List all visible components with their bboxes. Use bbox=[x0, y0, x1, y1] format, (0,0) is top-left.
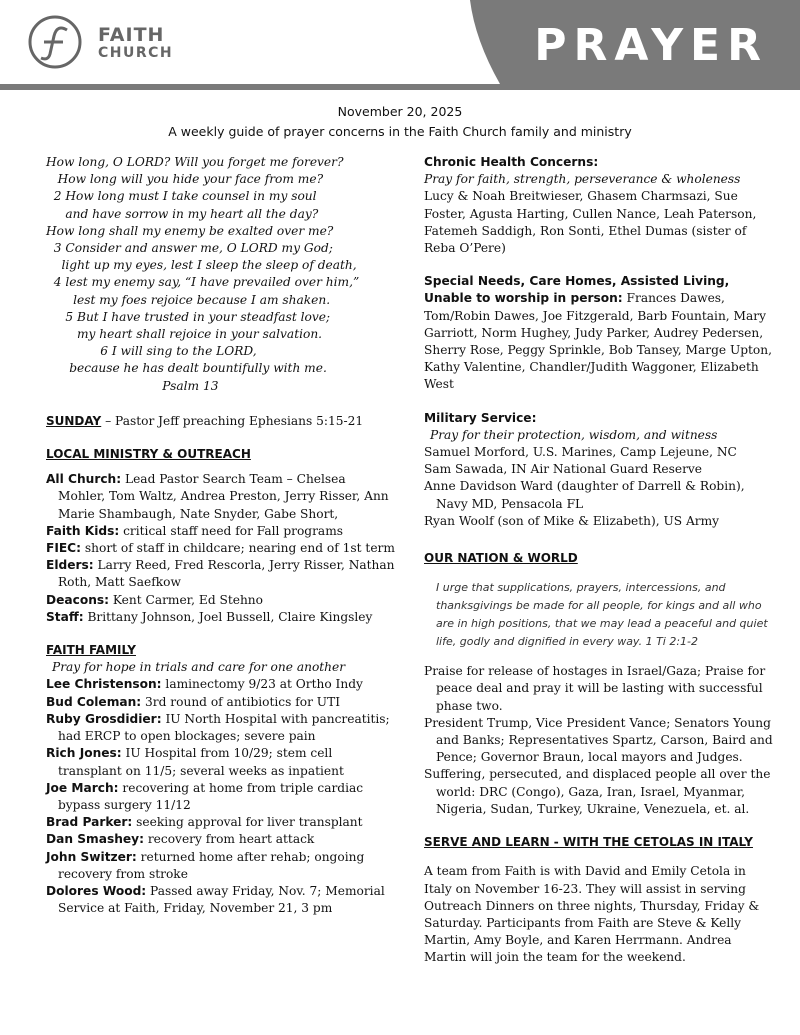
list-item bbox=[46, 471, 396, 523]
serve-learn-text: A team from Faith is with David and Emily Cetola in Italy on November 16-23. They will assist in serving Outreach Dinners on three nights, Thursday, Friday & Saturday. Participants from Faith are Steve & Kelly Martin, Amy Boyle, and Karen Herrmann. Andrea Martin will join the team for the weekend. bbox=[424, 864, 760, 965]
item-label: John Switzer: bbox=[46, 849, 137, 864]
psalm-line: lest my foes rejoice because I am shaken. bbox=[46, 292, 331, 307]
item-label: Ruby Grosdidier: bbox=[46, 711, 162, 726]
item-label: Rich Jones: bbox=[46, 746, 122, 761]
sunday-label: SUNDAY bbox=[46, 413, 102, 428]
military-heading: Military Service: bbox=[424, 410, 537, 425]
item-text: returned home after rehab; ongoing recovery from stroke bbox=[58, 849, 365, 881]
special-names: Frances Dawes, Tom/Robin Dawes, Joe Fitzgerald, Barb Fountain, Mary Garriott, Norm Hughey, Judy Parker, Audrey Pedersen, Sherry Rose, Peggy Sprinkle, Bob Tansey, Marge Upton, Kathy Valentine, Chandler/Judith Waggoner, Elizabeth West bbox=[424, 291, 772, 392]
list-item bbox=[46, 557, 396, 591]
item-text: short of staff in childcare; nearing end of 1st term bbox=[81, 541, 395, 556]
psalm-line: How long will you hide your face from me? bbox=[46, 172, 324, 187]
item-text: IU Hospital from 10/29; stem cell transplant on 11/5; several weeks as inpatient bbox=[58, 746, 344, 778]
page-title: PRAYER bbox=[534, 20, 768, 71]
psalm-line: How long, O LORD? Will you forget me forever? bbox=[46, 155, 344, 169]
list-item bbox=[46, 676, 396, 693]
scripture-verse: I urge that supplications, prayers, intercessions, and thanksgivings be made for all people, for kings and all who are in high positions, that we may lead a peaceful and quiet life, godly and dignified in every way. 1 Ti 2:1-2 bbox=[436, 581, 768, 649]
item-label: FIEC: bbox=[46, 541, 82, 556]
item-text: 3rd round of antibiotics for UTI bbox=[141, 694, 341, 709]
psalm-passage bbox=[46, 154, 396, 395]
list-item bbox=[46, 592, 396, 609]
psalm-line: 3 Consider and answer me, O LORD my God; bbox=[46, 241, 333, 256]
list-item: Sam Sawada, IN Air National Guard Reserve bbox=[424, 462, 703, 477]
item-text: laminectomy 9/23 at Ortho Indy bbox=[161, 677, 363, 692]
list-item: Ryan Woolf (son of Mike & Elizabeth), US Army bbox=[424, 513, 720, 528]
faith-family-heading: FAITH FAMILY bbox=[46, 643, 136, 658]
church-logo-icon bbox=[27, 14, 83, 70]
item-label: Joe March: bbox=[46, 780, 119, 795]
psalm-line: and have sorrow in my heart all the day? bbox=[46, 206, 319, 221]
psalm-line: How long shall my enemy be exalted over me? bbox=[46, 223, 334, 238]
serve-learn-heading: SERVE AND LEARN - WITH THE CETOLAS IN ITALY bbox=[424, 835, 753, 850]
psalm-line: because he has dealt bountifully with me. bbox=[46, 361, 327, 376]
list-item: Praise for release of hostages in Israel/Gaza; Praise for peace deal and pray it will be lasting with successful phase two. bbox=[424, 664, 766, 713]
list-item bbox=[46, 883, 396, 917]
local-ministry-heading: LOCAL MINISTRY & OUTREACH bbox=[46, 447, 251, 462]
item-text: IU North Hospital with pancreatitis; had ERCP to open blockages; severe pain bbox=[58, 711, 390, 744]
item-text: Brittany Johnson, Joel Bussell, Claire Kingsley bbox=[83, 609, 373, 624]
psalm-line: 2 How long must I take counsel in my soul bbox=[46, 189, 317, 204]
item-label: Bud Coleman: bbox=[46, 694, 142, 709]
item-text: critical staff need for Fall programs bbox=[119, 523, 344, 538]
logo-wordmark bbox=[98, 26, 173, 62]
item-label: Faith Kids: bbox=[46, 523, 120, 538]
item-text: recovering at home from triple cardiac bypass surgery 11/12 bbox=[58, 780, 364, 812]
item-text: seeking approval for liver transplant bbox=[132, 815, 363, 830]
item-label: Brad Parker: bbox=[46, 815, 133, 830]
psalm-line: my heart shall rejoice in your salvation. bbox=[46, 327, 323, 342]
psalm-line: 6 I will sing to the LORD, bbox=[46, 344, 257, 359]
item-label: Dan Smashey: bbox=[46, 832, 144, 847]
special-needs bbox=[424, 273, 774, 393]
subtitle: A weekly guide of prayer concerns in the Faith Church family and ministry bbox=[168, 124, 632, 139]
item-label: Dolores Wood: bbox=[46, 883, 147, 898]
item-label: Staff: bbox=[46, 609, 84, 624]
item-label: Elders: bbox=[46, 558, 94, 573]
item-label: Deacons: bbox=[46, 592, 110, 607]
sunday-note bbox=[46, 413, 396, 430]
military-intro: Pray for their protection, wisdom, and witness bbox=[430, 427, 718, 442]
item-text: Passed away Friday, Nov. 7; Memorial Service at Faith, Friday, November 21, 3 pm bbox=[58, 883, 385, 916]
item-text: recovery from heart attack bbox=[143, 832, 315, 847]
list-item bbox=[46, 540, 396, 557]
date: November 20, 2025 bbox=[337, 104, 463, 119]
list-item: Suffering, persecuted, and displaced people all over the world: DRC (Congo), Gaza, Iran, Israel, Myanmar, Nigeria, Sudan, Turkey, Ukraine, Venezuela, et. al. bbox=[424, 767, 771, 816]
logo-line2: CHURCH bbox=[98, 45, 174, 61]
list-item bbox=[46, 780, 396, 814]
sunday-text: – Pastor Jeff preaching Ephesians 5:15-21 bbox=[101, 413, 364, 428]
item-text: Kent Carmer, Ed Stehno bbox=[109, 592, 263, 607]
list-item bbox=[46, 831, 396, 848]
faith-family-intro: Pray for hope in trials and care for one another bbox=[52, 660, 346, 675]
list-item bbox=[46, 523, 396, 540]
page-meta bbox=[0, 102, 800, 142]
psalm-line: 5 But I have trusted in your steadfast love; bbox=[46, 309, 331, 324]
chronic-intro: Pray for faith, strength, perseverance & wholeness bbox=[424, 172, 741, 187]
list-item: President Trump, Vice President Vance; Senators Young and Banks; Representatives Spartz, Carson, Baird and Pence; Governor Braun, local mayors and Judges. bbox=[424, 715, 773, 765]
psalm-reference: Psalm 13 bbox=[46, 378, 219, 393]
right-column bbox=[424, 154, 774, 967]
list-item bbox=[46, 609, 396, 626]
item-text: Larry Reed, Fred Rescorla, Jerry Risser, Nathan Roth, Matt Saefkow bbox=[58, 558, 395, 590]
left-column bbox=[46, 154, 396, 917]
psalm-line: 4 lest my enemy say, “I have prevailed over him,” bbox=[46, 275, 360, 290]
list-item bbox=[46, 694, 396, 711]
list-item bbox=[46, 814, 396, 831]
chronic-heading: Chronic Health Concerns: bbox=[424, 155, 599, 169]
list-item: Anne Davidson Ward (daughter of Darrell & Robin), Navy MD, Pensacola FL bbox=[424, 479, 745, 511]
item-text: Lead Pastor Search Team – Chelsea Mohler, Tom Waltz, Andrea Preston, Jerry Risser, Ann Marie Shambaugh, Nate Snyder, Gabe Short, bbox=[58, 472, 389, 521]
nation-world-heading: OUR NATION & WORLD bbox=[424, 551, 578, 566]
special-heading: Special Needs, Care Homes, Assisted Living, Unable to worship in person: bbox=[424, 274, 730, 306]
item-label: Lee Christenson: bbox=[46, 677, 162, 692]
logo-line1: FAITH bbox=[98, 24, 165, 46]
list-item: Samuel Morford, U.S. Marines, Camp Lejeune, NC bbox=[424, 445, 737, 460]
header-banner bbox=[0, 0, 800, 92]
list-item bbox=[46, 711, 396, 745]
item-label: All Church: bbox=[46, 472, 122, 487]
list-item bbox=[46, 849, 396, 883]
chronic-names: Lucy & Noah Breitwieser, Ghasem Charmsazi, Sue Foster, Agusta Harting, Cullen Nance, Leah Paterson, Fatemeh Saddigh, Ron Sonti, Ethel Dumas (sister of Reba O’Pere) bbox=[424, 189, 757, 256]
list-item bbox=[46, 745, 396, 779]
psalm-line: light up my eyes, lest I sleep the sleep of death, bbox=[46, 258, 357, 273]
